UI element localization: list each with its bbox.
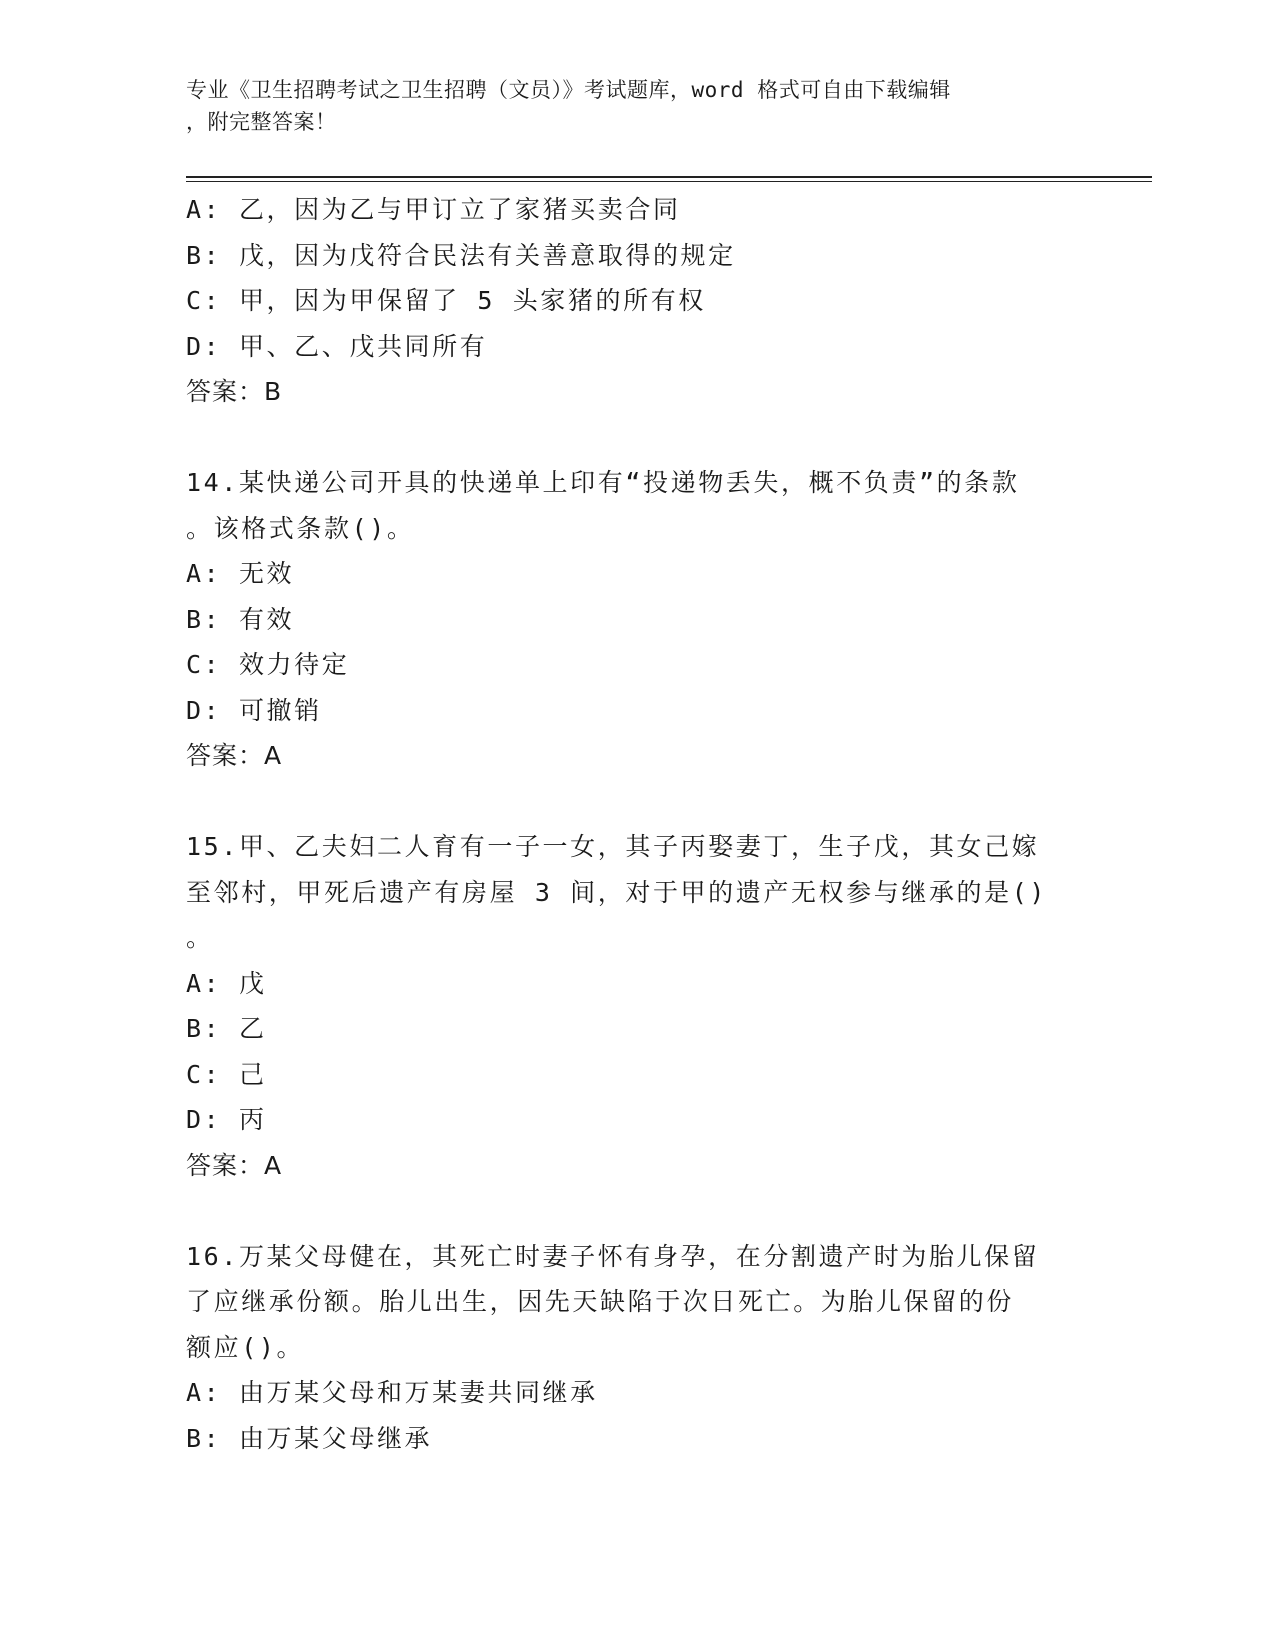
- question-stem-line: 。该格式条款()。: [186, 513, 415, 543]
- question-stem-line: 15.甲、乙夫妇二人育有一子一女，其子丙娶妻丁，生子戊，其女己嫁: [186, 832, 1040, 861]
- question-stem-line: 16.万某父母健在，其死亡时妻子怀有身孕，在分割遗产时为胎儿保留: [186, 1241, 1040, 1271]
- header-line-2: ，附完整答案！: [186, 110, 337, 134]
- option-d: D: 丙: [186, 1105, 267, 1134]
- header-line-1: 专业《卫生招聘考试之卫生招聘（文员）》考试题库，word 格式可自由下载编辑: [186, 78, 951, 102]
- header-rule-thick: [186, 176, 1152, 178]
- option-a: A: 由万某父母和万某妻共同继承: [186, 1378, 598, 1407]
- question-stem-line: 。: [186, 923, 214, 952]
- question-spacer: [186, 779, 1086, 825]
- question-spacer: [186, 1188, 1086, 1234]
- option-b: B: 由万某父母继承: [186, 1423, 433, 1453]
- question-spacer: [186, 415, 1086, 461]
- header-rule-thin: [186, 181, 1152, 182]
- option-d: D: 可撤销: [186, 695, 322, 725]
- option-c: C: 效力待定: [186, 650, 350, 679]
- answer-line: 答案：B: [186, 377, 283, 406]
- question-15: [186, 824, 1086, 1188]
- option-c: C: 甲，因为甲保留了 5 头家猪的所有权: [186, 286, 706, 315]
- option-a: A: 无效: [186, 559, 295, 588]
- question-stem-line: 至邻村，甲死后遗产有房屋 3 间，对于甲的遗产无权参与继承的是(): [186, 877, 1048, 907]
- document-header: [186, 74, 1066, 138]
- option-b: B: 有效: [186, 604, 295, 634]
- question-stem-line: 额应()。: [186, 1332, 305, 1362]
- option-a: A: 乙，因为乙与甲订立了家猪买卖合同: [186, 195, 681, 224]
- option-c: C: 己: [186, 1059, 267, 1089]
- option-b: B: 乙: [186, 1014, 267, 1043]
- question-stem-line: 了应继承份额。胎儿出生，因先天缺陷于次日死亡。为胎儿保留的份: [186, 1287, 1015, 1316]
- option-b: B: 戊，因为戊符合民法有关善意取得的规定: [186, 240, 736, 270]
- option-d: D: 甲、乙、戊共同所有: [186, 331, 488, 361]
- answer-line: 答案：A: [186, 741, 283, 770]
- answer-line: 答案：A: [186, 1150, 283, 1180]
- question-stem-line: 14.某快递公司开具的快递单上印有“投递物丢失，概不负责”的条款: [186, 468, 1020, 497]
- question-list: [186, 187, 1086, 1461]
- option-a: A: 戊: [186, 968, 267, 998]
- question-14: [186, 460, 1086, 779]
- question-16: [186, 1234, 1086, 1462]
- question-13: [186, 187, 1086, 415]
